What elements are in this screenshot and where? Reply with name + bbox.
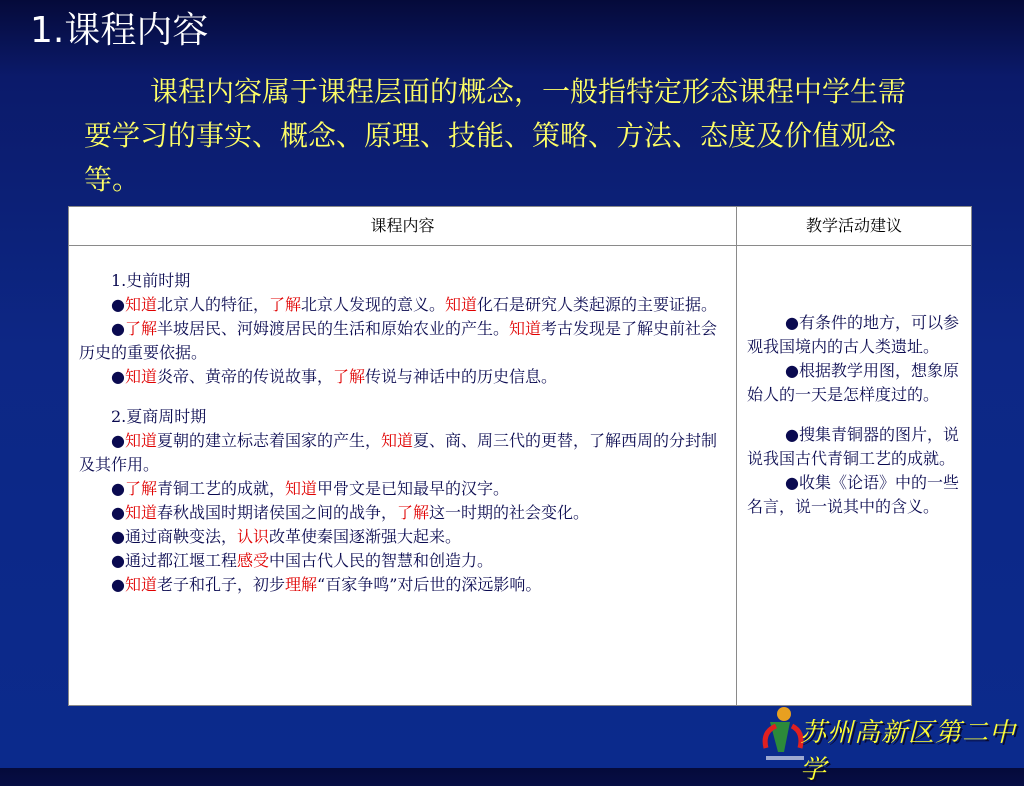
suggestion-item: ●收集《论语》中的一些名言，说一说其中的含义。 (747, 473, 959, 516)
list-item: ●知道夏朝的建立标志着国家的产生，知道夏、商、周三代的更替，了解西周的分封制及其作用。 (79, 431, 718, 474)
teaching-suggestions-cell (747, 311, 963, 519)
list-item: ●通过都江堰工程感受中国古代人民的智慧和创造力。 (111, 551, 493, 570)
intro-paragraph (84, 70, 924, 202)
list-item: ●了解青铜工艺的成就，知道甲骨文是已知最早的汉字。 (111, 479, 510, 498)
suggestion-item: ●搜集青铜器的图片，说说我国古代青铜工艺的成就。 (747, 425, 959, 468)
section-heading-prehistoric: 1.史前时期 (111, 271, 191, 290)
suggestion-item: ●根据教学用图，想象原始人的一天是怎样度过的。 (747, 361, 959, 404)
list-item: ●通过商鞅变法，认识改革使秦国逐渐强大起来。 (111, 527, 461, 546)
list-item: ●知道老子和孔子，初步理解“百家争鸣”对后世的深远影响。 (111, 575, 542, 594)
slide-title: 1.课程内容 (30, 10, 209, 51)
section-heading-xia-shang-zhou: 2.夏商周时期 (111, 407, 207, 426)
table-header-row (69, 207, 971, 246)
spacer (747, 407, 963, 423)
column-divider (736, 207, 737, 705)
school-logo-text: 苏州高新区第二中学 (800, 718, 1017, 785)
suggestion-item: ●有条件的地方，可以参观我国境内的古人类遗址。 (747, 313, 959, 356)
course-content-cell (79, 269, 719, 597)
list-item: ●知道炎帝、黄帝的传说故事，了解传说与神话中的历史信息。 (111, 367, 558, 386)
spacer (79, 389, 719, 405)
curriculum-table (68, 206, 972, 706)
intro-text: 课程内容属于课程层面的概念，一般指特定形态课程中学生需要学习的事实、概念、原理、技能、策略、方法、态度及价值观念等。 (84, 75, 907, 196)
header-teaching-suggestions: 教学活动建议 (805, 216, 902, 235)
list-item: ●知道春秋战国时期诸侯国之间的战争，了解这一时期的社会变化。 (111, 503, 590, 522)
list-item: ●了解半坡居民、河姆渡居民的生活和原始农业的产生。知道考古发现是了解史前社会历史的重要依据。 (79, 319, 718, 362)
list-item: ●知道北京人的特征，了解北京人发现的意义。知道化石是研究人类起源的主要证据。 (111, 295, 718, 314)
header-course-content: 课程内容 (370, 216, 435, 235)
